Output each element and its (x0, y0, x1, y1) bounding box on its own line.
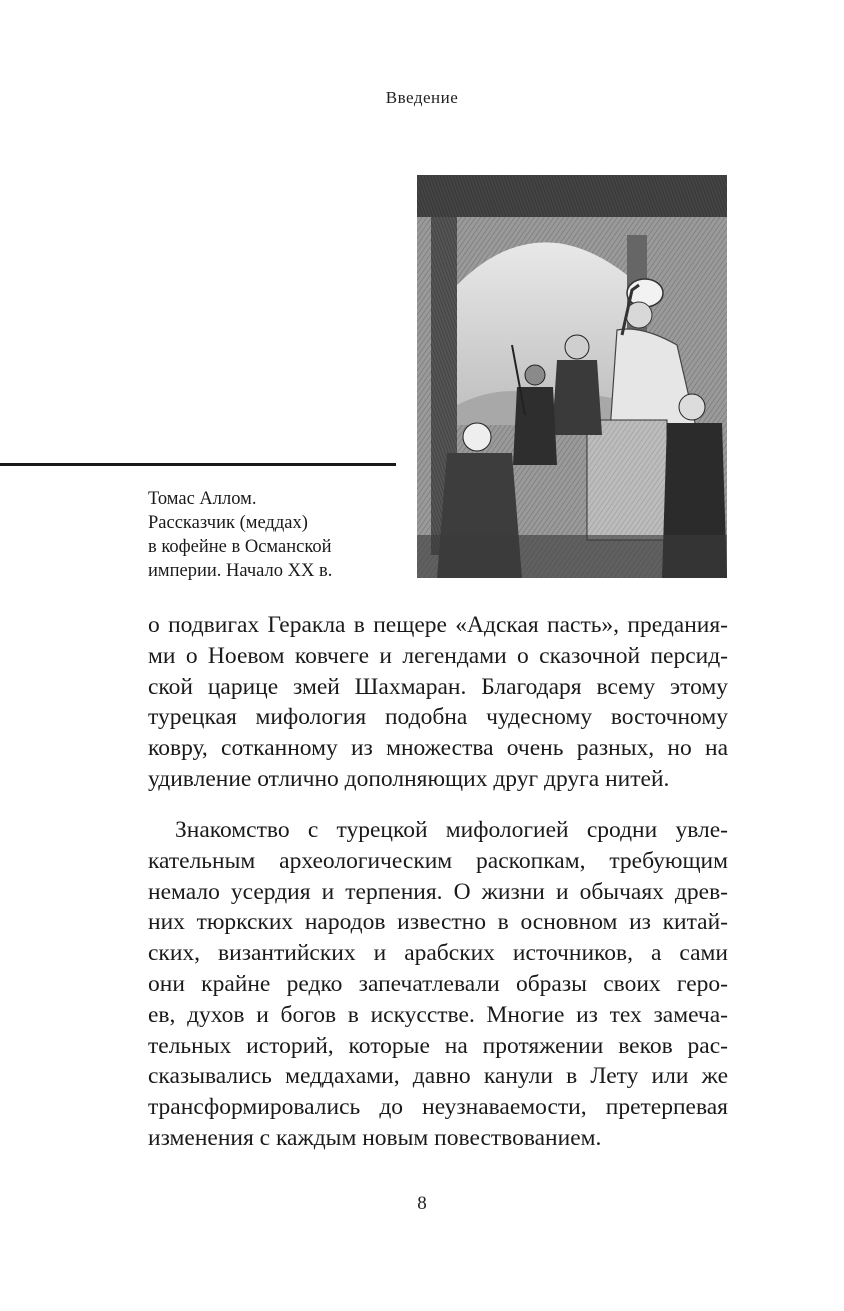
text-line: ми о Ноевом ковчеге и легендами о сказочной персид- (148, 642, 728, 669)
caption-line: империи. Начало XX в. (148, 561, 333, 581)
text-line: трансформировались до неузнаваемости, претерпевая (148, 1094, 728, 1121)
caption-line: Томас Аллом. (148, 489, 257, 509)
text-line: немало усердия и терпения. О жизни и обычаях древ- (148, 878, 728, 905)
running-head: Введение (385, 88, 459, 107)
text-line: о подвигах Геракла в пещере «Адская пасть», предания- (148, 612, 728, 638)
caption-rule (0, 463, 396, 466)
illustration-caption (148, 487, 398, 583)
text-line: ских, византийских и арабских источников, а сами (148, 940, 728, 967)
caption-line: Рассказчик (меддах) (148, 513, 308, 533)
text-line: кательным археологическим раскопкам, требующим (148, 847, 728, 874)
text-line: они крайне редко запечатлевали образы своих геро- (148, 970, 728, 997)
text-line: Знакомство с турецкой мифологией сродни увле- (175, 817, 728, 843)
text-line: ковру, сотканному из множества очень разных, но на (148, 735, 728, 762)
caption-line: в кофейне в Османской (148, 537, 332, 557)
page-number: 8 (417, 1193, 427, 1214)
engraving-storyteller-coffeehouse-image (417, 175, 727, 578)
text-line: них тюркских народов известно в основном из китай- (148, 909, 728, 936)
text-line: сказывались меддахами, давно канули в Лету или же (148, 1063, 728, 1090)
text-line: изменения с каждым новым повествованием. (148, 1124, 602, 1151)
engraving-illustration (417, 175, 727, 578)
text-line: турецкая мифология подобна чудесному восточному (148, 704, 728, 731)
text-line: тельных историй, которые на протяжении веков рас- (148, 1032, 728, 1059)
paragraph-2 (148, 815, 728, 1154)
paragraph-1 (148, 610, 728, 795)
text-line: удивление отлично дополняющих друг друга нитей. (148, 765, 670, 792)
text-line: ев, духов и богов в искусстве. Многие из тех замеча- (148, 1001, 728, 1028)
text-line: ской царице змей Шахмаран. Благодаря всему этому (148, 673, 728, 700)
